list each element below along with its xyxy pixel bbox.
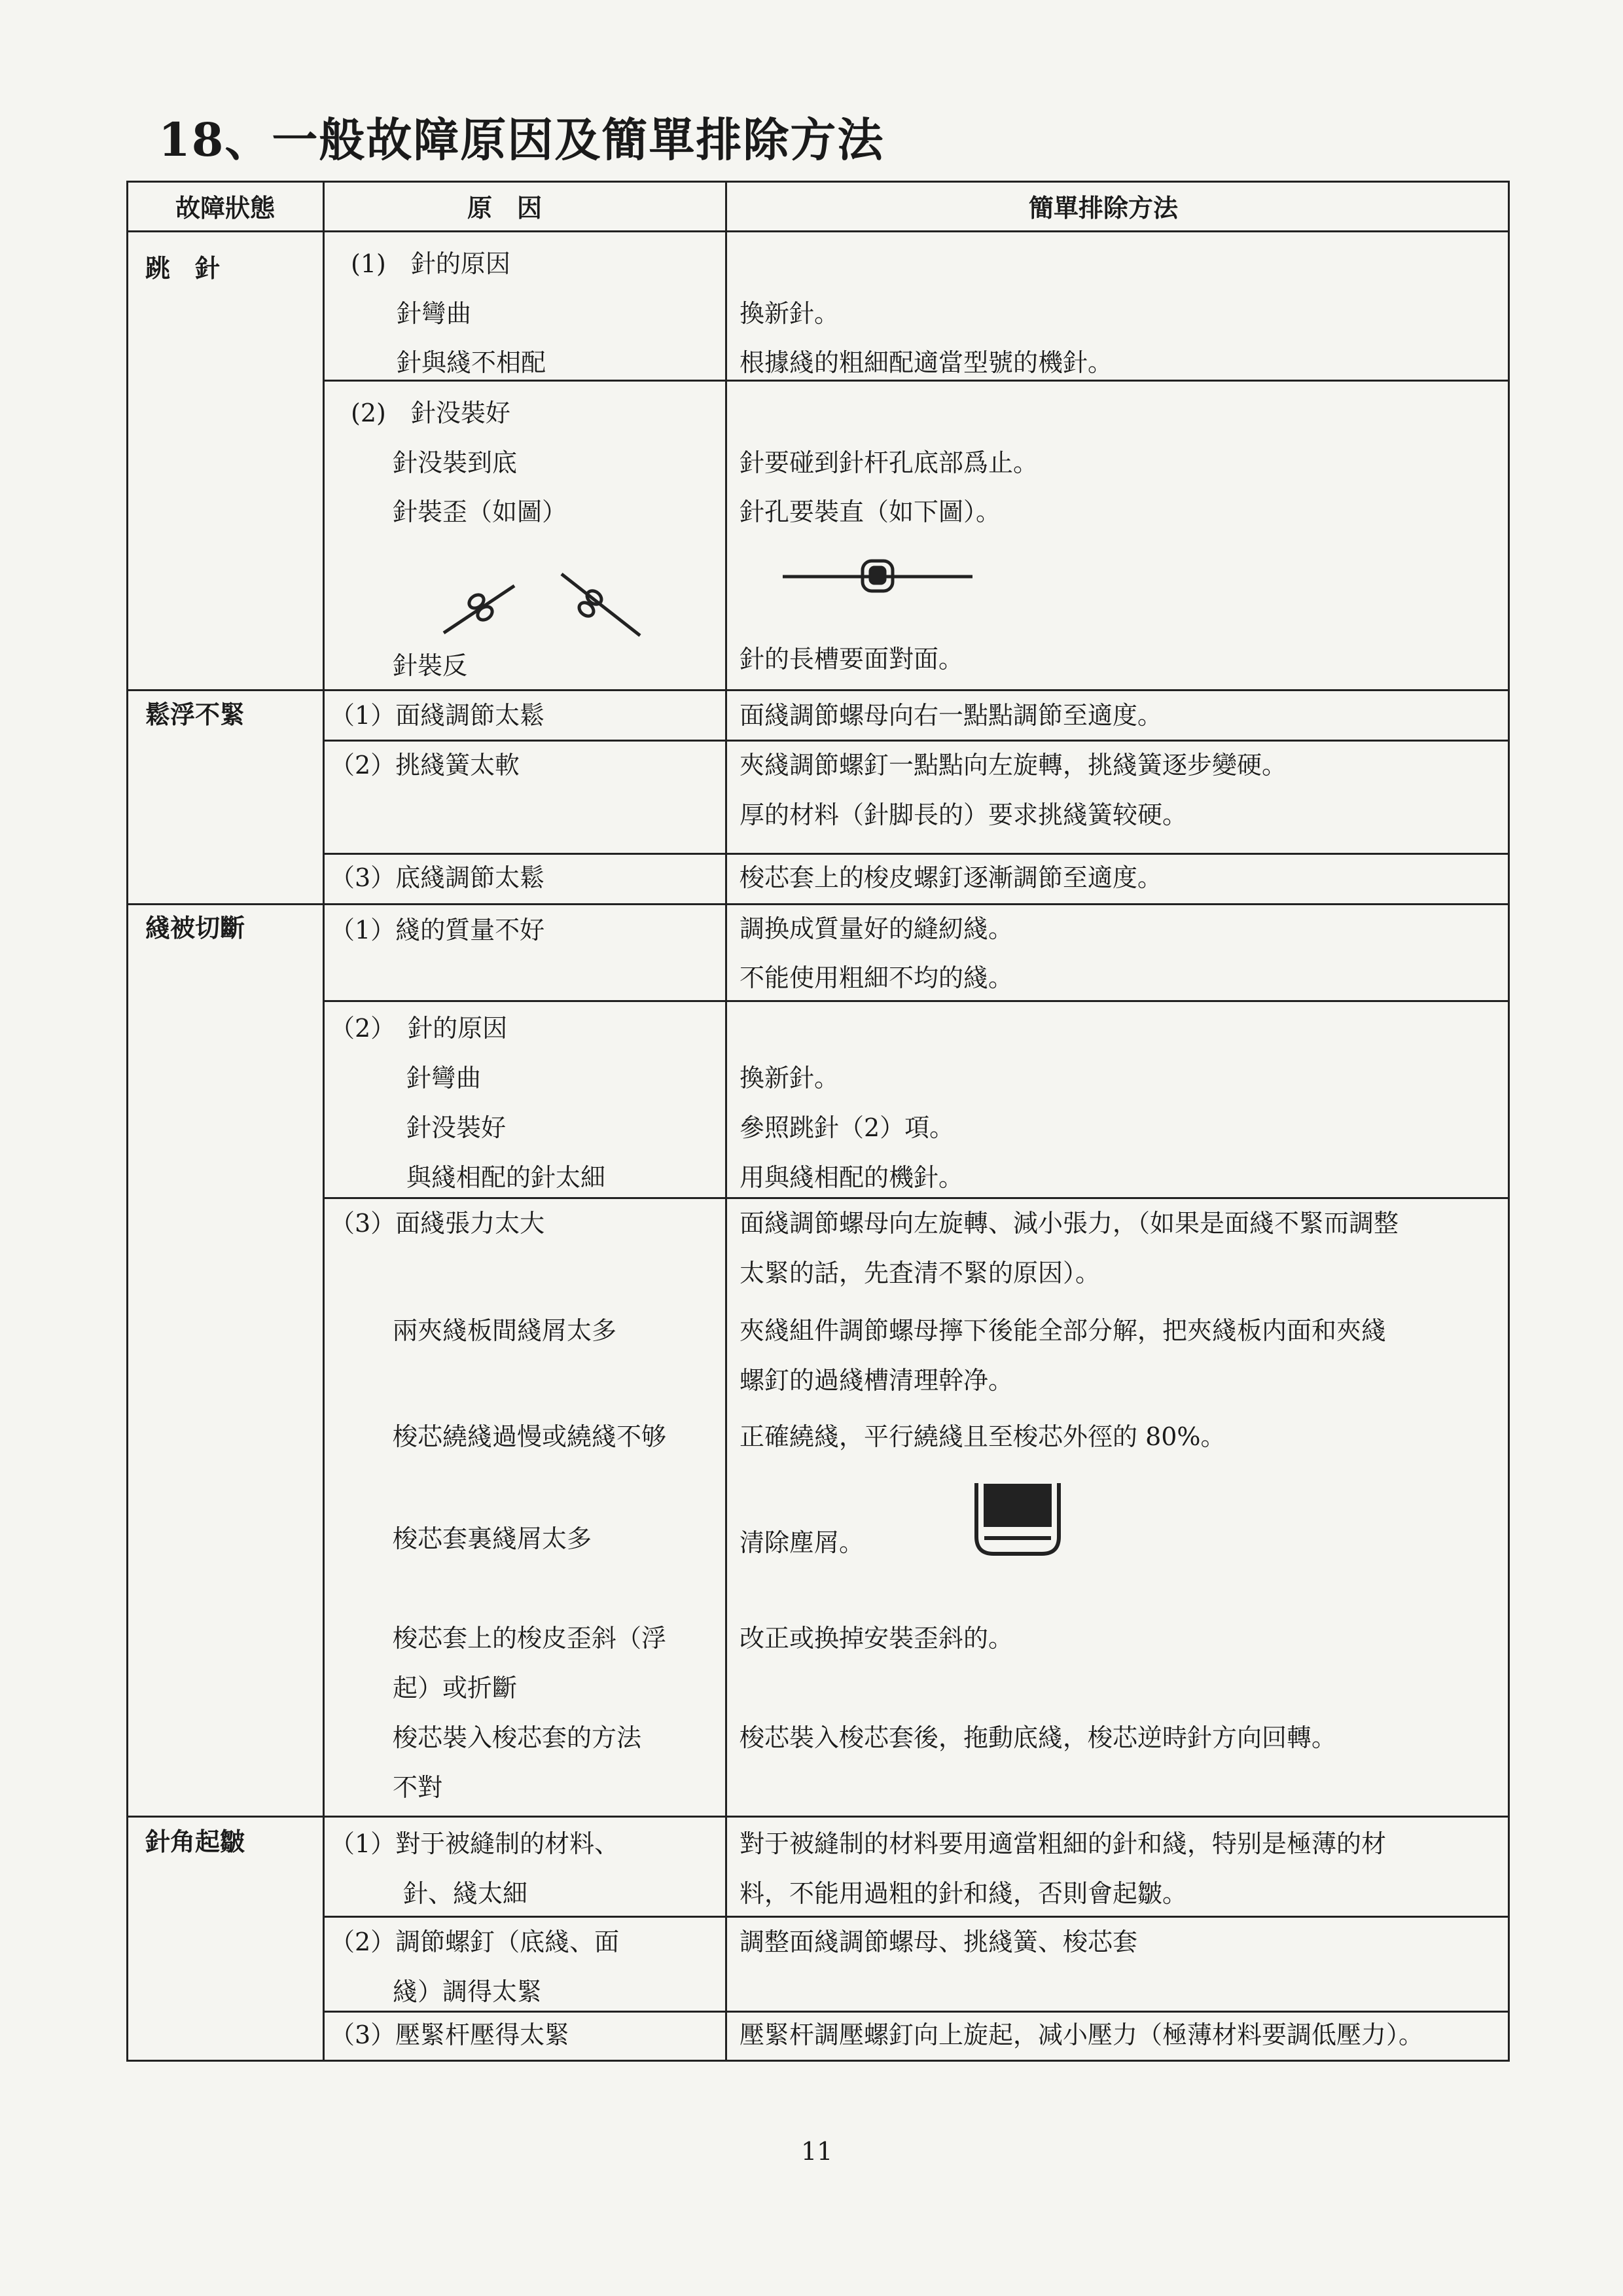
solution-text: 梭芯裝入梭芯套後，拖動底綫，梭芯逆時針方向回轉。	[740, 1723, 1337, 1752]
bobbin-case-illustration	[969, 1477, 1067, 1562]
header-bottom-line	[128, 230, 1508, 232]
solution-text: 針要碰到針杆孔底部爲止。	[740, 448, 1039, 477]
header-cause: 原 因	[467, 193, 543, 223]
cause-text: 梭芯裝入梭芯套的方法	[393, 1723, 642, 1752]
symptom-skip: 跳 針	[145, 253, 221, 283]
needle-straight-illustration	[783, 552, 979, 598]
solution-text: 針的長槽要面對面。	[740, 645, 964, 673]
cause-text: （2）挑綫簧太軟	[330, 751, 520, 780]
cause-text: 針裝歪（如圖）	[393, 497, 567, 526]
solution-text: 料，不能用過粗的針和綫，否則會起皺。	[740, 1879, 1188, 1908]
solution-text: 面綫調節螺母向左旋轉、減小張力，（如果是面綫不緊而調整	[740, 1209, 1399, 1238]
cause-text: （2） 針的原因	[330, 1014, 508, 1043]
solution-text: 螺釘的過綫槽清理幹净。	[740, 1366, 1014, 1395]
page-number: 11	[801, 2137, 833, 2166]
cause-text: 兩夾綫板間綫屑太多	[393, 1316, 617, 1345]
needle-crooked-illustration	[431, 562, 666, 654]
cause-text: 與綫相配的針太細	[406, 1163, 606, 1192]
cause-text: 綫）調得太緊	[393, 1977, 543, 2006]
row-line	[323, 853, 1508, 855]
section-line-break	[128, 903, 1508, 905]
row-line	[323, 2011, 1508, 2013]
solution-text: 壓緊杆調壓螺釘向上旋起，减小壓力（極薄材料要調低壓力）。	[740, 2020, 1424, 2049]
cause-text: 梭芯套上的梭皮歪斜（浮	[393, 1624, 667, 1653]
section-line-pucker	[128, 1816, 1508, 1818]
row-line	[323, 1916, 1508, 1918]
cause-text: (1) 針的原因	[351, 249, 510, 278]
solution-text: 換新針。	[740, 1064, 840, 1092]
solution-text: 面綫調節螺母向右一點點調節至適度。	[740, 701, 1163, 730]
cause-text: （1）綫的質量不好	[330, 916, 545, 944]
solution-text: 夾綫組件調節螺母擰下後能全部分解，把夾綫板内面和夾綫	[740, 1316, 1387, 1345]
row-line	[323, 380, 1508, 382]
solution-text: 不能使用粗細不均的綫。	[740, 963, 1014, 992]
solution-text: 夾綫調節螺釘一點點向左旋轉，挑綫簧逐步變硬。	[740, 751, 1287, 780]
solution-text: 針孔要裝直（如下圖）。	[740, 497, 1001, 526]
cause-text: 梭芯繞綫過慢或繞綫不够	[393, 1422, 667, 1451]
section-line-loose	[128, 689, 1508, 691]
row-line	[323, 1000, 1508, 1002]
page-title: 18、一般故障原因及簡單排除方法	[158, 113, 885, 167]
solution-text: 調整面綫調節螺母、挑綫簧、梭芯套	[740, 1928, 1138, 1956]
troubleshooting-table	[126, 181, 1510, 2062]
row-line	[323, 740, 1508, 742]
cause-text: 針與綫不相配	[397, 348, 546, 377]
cause-text: 梭芯套裏綫屑太多	[393, 1524, 592, 1553]
solution-text: 根據綫的粗細配適當型號的機針。	[740, 348, 1113, 377]
cause-text: （3）壓緊杆壓得太緊	[330, 2020, 570, 2049]
cause-text: 針裝反	[393, 651, 468, 680]
header-symptom: 故障狀態	[175, 193, 276, 223]
solution-text: 改正或换掉安裝歪斜的。	[740, 1624, 1014, 1653]
solution-text: 太緊的話，先査清不緊的原因）。	[740, 1259, 1101, 1287]
cause-text: （1）對于被縫制的材料、	[330, 1829, 620, 1858]
symptom-loose: 鬆浮不緊	[145, 700, 245, 729]
cause-text: （3）面綫張力太大	[330, 1209, 545, 1238]
cause-text: 針没裝好	[406, 1113, 507, 1142]
header-solution: 簡單排除方法	[1029, 193, 1179, 223]
cause-text: 不對	[393, 1773, 443, 1802]
cause-text: 針彎曲	[406, 1064, 482, 1092]
symptom-break: 綫被切斷	[145, 913, 245, 942]
solution-text: 調换成質量好的縫紉綫。	[740, 914, 1014, 943]
cause-text: （3）底綫調節太鬆	[330, 863, 545, 892]
cause-text: 針、綫太細	[403, 1879, 528, 1908]
cause-text: （2）調節螺釘（底綫、面	[330, 1928, 620, 1956]
cause-text: 針彎曲	[397, 299, 472, 328]
solution-text: 清除塵屑。	[740, 1528, 865, 1557]
solution-text: 正確繞綫，平行繞綫且至梭芯外徑的 80%。	[740, 1422, 1226, 1451]
cause-text: （1）面綫調節太鬆	[330, 701, 545, 730]
col-divider-2	[725, 183, 727, 2060]
col-divider-1	[323, 183, 325, 2060]
solution-text: 換新針。	[740, 299, 840, 328]
solution-text: 參照跳針（2）項。	[740, 1113, 955, 1142]
solution-text: 用與綫相配的機針。	[740, 1163, 964, 1192]
cause-text: 針没裝到底	[393, 448, 518, 477]
solution-text: 厚的材料（針脚長的）要求挑綫簧较硬。	[740, 800, 1188, 829]
solution-text: 梭芯套上的梭皮螺釘逐漸調節至適度。	[740, 863, 1163, 892]
row-line	[323, 1197, 1508, 1199]
solution-text: 對于被縫制的材料要用適當粗細的針和綫，特别是極薄的材	[740, 1829, 1387, 1858]
cause-text: 起）或折斷	[393, 1674, 518, 1702]
cause-text: (2) 針没裝好	[351, 399, 510, 427]
symptom-pucker: 針角起皺	[145, 1827, 245, 1856]
